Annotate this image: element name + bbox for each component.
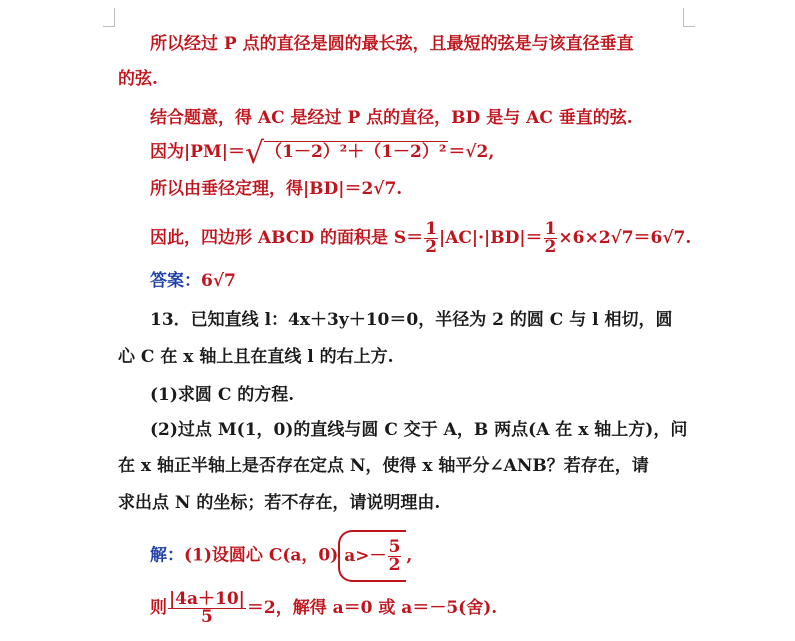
answer-line [150,270,236,292]
answer-value: 6√7 [201,271,236,291]
solution-line-1: 所以经过 P 点的直径是圆的最长弦，且最短的弦是与该直径垂直 [150,34,634,54]
solution-13-line-1 [150,530,412,582]
fraction-one-half-a: $\frac{1}{2}$ [425,219,438,257]
condition-prefix: a>－ [344,546,387,566]
question-13-part-2-line-1: (2)过点 M(1，0)的直线与圆 C 交于 A，B 两点(A 在 x 轴上方)，问 [150,420,688,440]
fraction-one-half-b: $\frac{1}{2}$ [544,219,557,257]
page-corner-mark-right-h [683,26,695,27]
question-13-part-2-line-2: 在 x 轴正半轴上是否存在定点 N，使得 x 轴平分∠ANB？若存在，请 [118,456,649,476]
fraction-five-halves: $\frac{5}{2}$ [388,537,401,575]
area-expression-middle: |AC|·|BD|＝ [439,228,543,248]
answer-label: 答案： [150,271,201,291]
area-expression-result: ×6×2√7＝6√7. [558,228,692,248]
solution-line-3: 结合题意，得 AC 是经过 P 点的直径，BD 是与 AC 垂直的弦. [150,108,633,128]
solution-13-result: ＝2，解得 a＝0 或 a＝－5(舍). [246,598,498,618]
area-expression-prefix: 因此，四边形 ABCD 的面积是 S＝ [150,228,424,248]
pm-expression-result: ＝√2, [448,142,495,162]
solution-label: 解： [150,545,184,566]
page-corner-mark-right-v [683,8,684,27]
pm-expression-prefix: 因为|PM|＝ [150,142,245,162]
page-corner-mark-left-v [114,8,115,27]
question-13-line-1: 13．已知直线 l：4x＋3y＋10＝0，半径为 2 的圆 C 与 l 相切，圆 [150,310,673,330]
solution-line-4 [150,136,495,171]
solution-line-5: 所以由垂径定理，得|BD|＝2√7. [150,179,403,199]
question-13-part-1: (1)求圆 C 的方程. [150,385,295,405]
solution-13-comma: , [406,545,413,566]
solution-line-2: 的弦. [118,69,158,89]
question-13-line-2: 心 C 在 x 轴上且在直线 l 的右上方. [118,347,394,367]
radicand: （1－2）²＋（1－2）² [265,142,447,162]
distance-fraction: $\frac{|4a+10|}{5}$ [169,589,245,627]
solution-13-then: 则 [150,598,167,618]
solution-13-setup: (1)设圆心 C(a，0) [184,545,339,566]
radical-sign: √ [244,136,265,171]
solution-13-line-2 [150,588,497,628]
question-13-part-2-line-3: 求出点 N 的坐标；若不存在，请说明理由. [118,493,441,513]
solution-line-6 [150,218,691,258]
condition-brace [338,530,406,582]
